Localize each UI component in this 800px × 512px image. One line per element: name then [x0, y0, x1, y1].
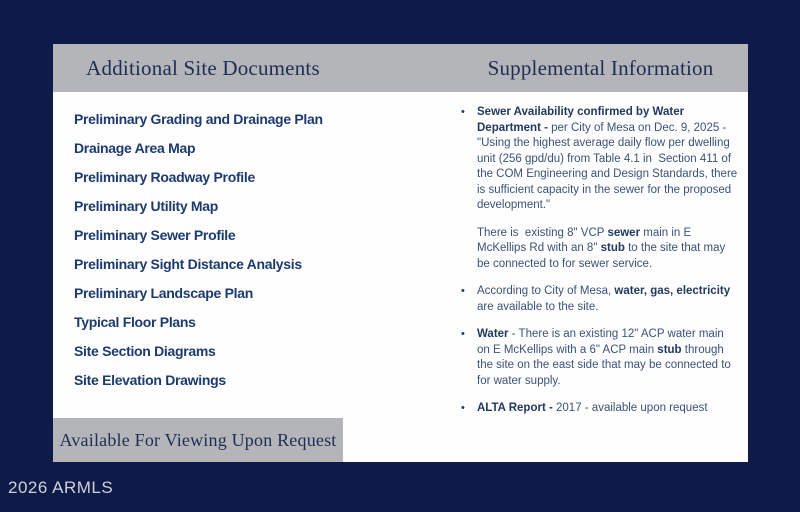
- armls-watermark: 2026 ARMLS: [8, 478, 114, 497]
- info-text-bold: stub: [600, 242, 625, 254]
- info-text-bold: Sewer Availability confirmed by Water Department -: [477, 106, 688, 134]
- supplemental-info-list: [460, 105, 741, 429]
- info-text-bold: water, gas, electricity: [614, 285, 731, 297]
- section-title-supplemental-information: Supplemental Information: [487, 56, 714, 80]
- info-paragraph: [460, 226, 738, 273]
- info-text-bold: stub: [657, 343, 682, 356]
- info-text: There is existing 8" VCP: [477, 226, 608, 239]
- section-title-site-documents: Additional Site Documents: [86, 56, 320, 80]
- info-bullet-item: [460, 327, 738, 389]
- viewing-request-banner: [53, 418, 343, 462]
- info-bullet-item: [460, 284, 738, 315]
- info-text: per City of Mesa on Dec. 9, 2025 - "Using the highest average daily flow per dwelling unit (256 gpd/du) from Table 4.1 in Section 411 of the COM Engineering and Design Standards, there is sufficient capacity in the sewer for the proposed development.": [477, 121, 741, 211]
- site-documents-list: [74, 111, 404, 401]
- info-bullet-item: [460, 401, 738, 417]
- bullet-icon: •: [461, 402, 465, 414]
- info-text: main in E McKellips Rd with an 8": [477, 226, 695, 254]
- info-bullet-item: [460, 105, 741, 214]
- info-text: are available to the site.: [477, 285, 734, 313]
- info-text-bold: sewer: [607, 226, 641, 239]
- document-list-item: Site Section Diagrams: [74, 343, 216, 359]
- document-panel: [53, 44, 748, 462]
- document-list-item: Preliminary Grading and Drainage Plan: [74, 111, 323, 127]
- document-list-item: Drainage Area Map: [74, 140, 196, 156]
- info-text-bold: ALTA Report -: [477, 402, 553, 414]
- info-text: to the site that may be connected to for sewer service.: [477, 242, 729, 270]
- info-text-bold: Water: [477, 328, 509, 340]
- document-list-item: Site Elevation Drawings: [74, 372, 226, 388]
- document-list-item: Preliminary Roadway Profile: [74, 169, 255, 185]
- bullet-icon: •: [461, 285, 465, 297]
- document-list-item: Preliminary Sewer Profile: [74, 227, 236, 243]
- document-list-item: Preliminary Sight Distance Analysis: [74, 256, 302, 272]
- viewing-request-label: Available For Viewing Upon Request: [59, 429, 337, 450]
- info-text: According to City of Mesa,: [477, 285, 615, 297]
- bullet-icon: •: [461, 106, 465, 118]
- header-bar: [53, 44, 748, 92]
- document-list-item: Preliminary Landscape Plan: [74, 285, 253, 301]
- bullet-icon: •: [461, 328, 465, 340]
- document-list-item: Preliminary Utility Map: [74, 198, 219, 214]
- document-list-item: Typical Floor Plans: [74, 314, 196, 330]
- info-text: - There is an existing 12" ACP water main on E McKellips with a 6" ACP main: [477, 328, 727, 356]
- info-text: through the site on the east side that may be connected to for water supply.: [477, 343, 735, 387]
- info-text: 2017 - available upon request: [552, 402, 708, 414]
